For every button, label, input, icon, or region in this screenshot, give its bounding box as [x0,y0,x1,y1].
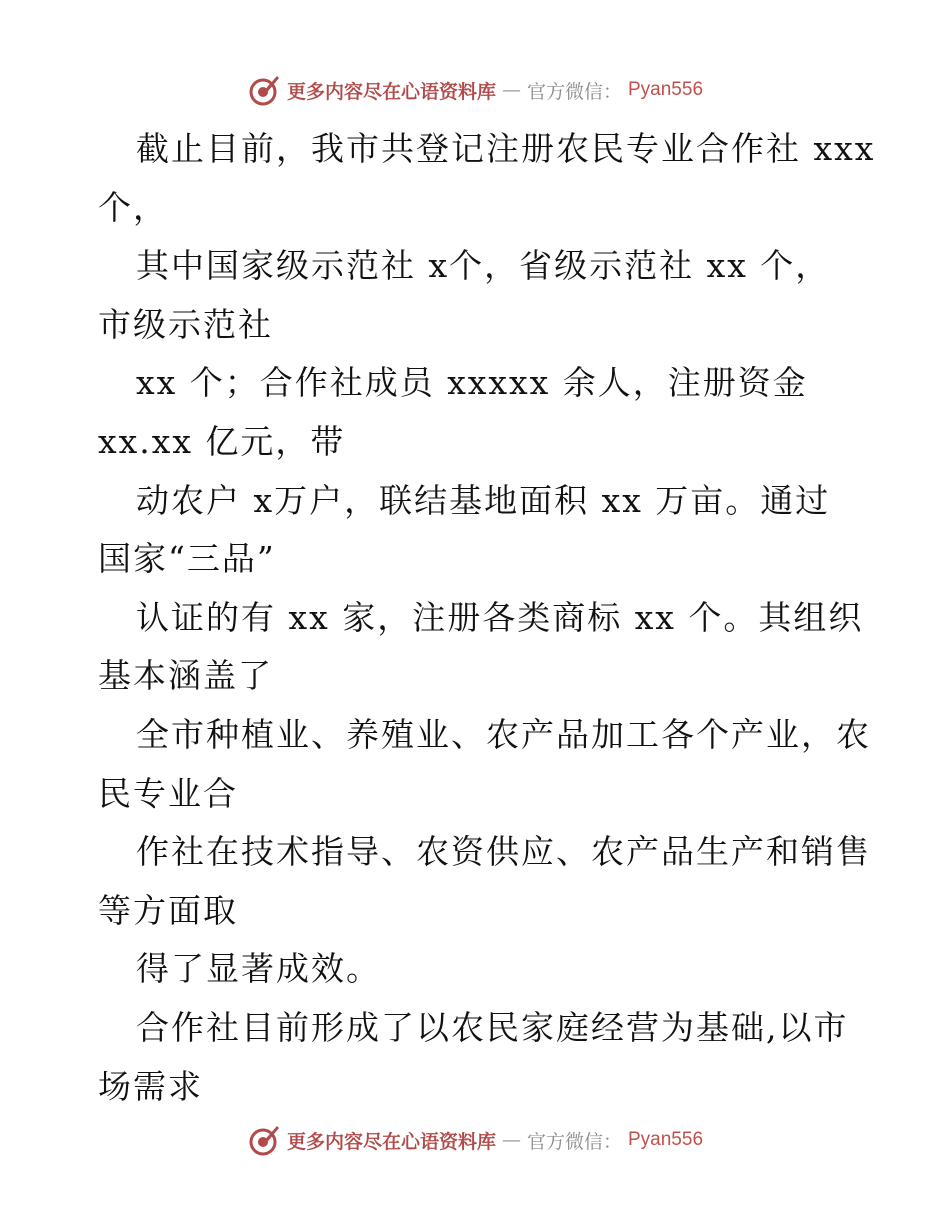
text-line: 场需求 [98,1066,203,1106]
text-line: 得了显著成效。 [136,949,381,989]
text-line: xx 个；合作社成员 xxxxx 余人，注册资金 [136,363,808,403]
watermark-wechat-id: Pyan556 [628,1129,704,1150]
text-line: 全市种植业、养殖业、农产品加工各个产业，农 [136,714,871,754]
text-line: xx.xx 亿元，带 [98,421,346,461]
document-body [98,120,876,1116]
text-line: 动农户 x万户，联结基地面积 xx 万亩。通过 [136,480,831,520]
watermark-brand-text: 更多内容尽在心语资料库 [286,80,496,103]
text-line: 市级示范社 [98,304,273,344]
header-watermark [0,70,950,110]
text-line: 民专业合 [98,773,238,813]
quill-logo-icon [247,73,281,107]
text-line: 其中国家级示范社 x个，省级示范社 xx 个， [136,246,831,286]
watermark-brand-text: 更多内容尽在心语资料库 [286,1130,496,1153]
text-line: 作社在技术指导、农资供应、农产品生产和销售 [136,832,871,872]
text-line: 国家“三品” [98,539,276,579]
footer-watermark [0,1120,950,1160]
text-line: 截止目前，我市共登记注册农民专业合作社 xxx [136,129,876,168]
text-line: 基本涵盖了 [98,656,273,696]
watermark-separator: — [501,79,521,101]
watermark-wechat-label: 官方微信： [526,80,622,103]
watermark-wechat-label: 官方微信： [526,1130,622,1153]
text-line: 认证的有 xx 家，注册各类商标 xx 个。其组织 [136,597,864,637]
text-line: 个， [98,187,168,227]
watermark-separator: — [501,1129,521,1151]
text-line: 合作社目前形成了以农民家庭经营为基础,以市 [136,1007,849,1047]
watermark-wechat-id: Pyan556 [628,79,704,100]
text-line: 等方面取 [98,890,238,930]
quill-logo-icon [247,1123,281,1157]
